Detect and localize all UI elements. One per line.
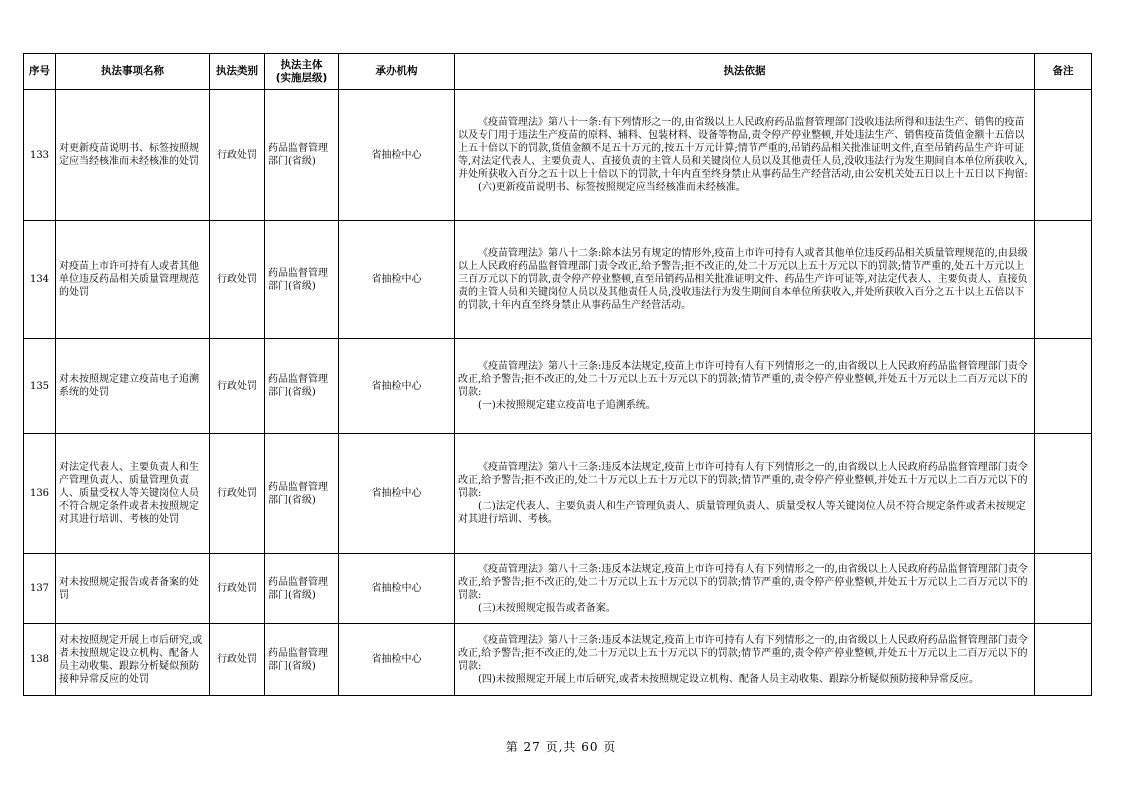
basis-text: 《疫苗管理法》第八十三条:违反本法规定,疫苗上市许可持有人有下列情形之一的,由省级以上人民政府药品监督管理部门责令改正,给予警告;拒不改正的,处二十万元以上五十万元以下的罚款;情节严重的,责令停产停业整顿,并处五十万元以上二百万元以下的罚款:	[458, 634, 1028, 672]
header-basis: 执法依据	[455, 54, 1035, 90]
row-remark	[1035, 339, 1092, 434]
row-agency: 省抽检中心	[339, 221, 455, 339]
basis-item: (一)未按照规定建立疫苗电子追溯系统。	[478, 400, 656, 411]
table-row	[24, 90, 1092, 221]
basis-text: 《疫苗管理法》第八十三条:违反本法规定,疫苗上市许可持有人有下列情形之一的,由省级以上人民政府药品监督管理部门责令改正,给予警告;拒不改正的,处二十万元以上五十万元以下的罚款;情节严重的,责令停产停业整顿,并处五十万元以上二百万元以下的罚款:	[458, 563, 1028, 601]
row-type: 行政处罚	[210, 90, 265, 221]
row-no: 138	[24, 624, 56, 696]
row-basis	[455, 90, 1035, 221]
row-type: 行政处罚	[210, 221, 265, 339]
header-agency: 承办机构	[339, 54, 455, 90]
row-agency: 省抽检中心	[339, 554, 455, 624]
basis-text: 《疫苗管理法》第八十三条:违反本法规定,疫苗上市许可持有人有下列情形之一的,由省级以上人民政府药品监督管理部门责令改正,给予警告;拒不改正的,处二十万元以上五十万元以下的罚款;情节严重的,责令停产停业整顿,并处五十万元以上二百万元以下的罚款:	[458, 361, 1028, 398]
row-type: 行政处罚	[210, 339, 265, 434]
row-basis	[455, 434, 1035, 554]
header-subject	[265, 54, 339, 90]
page-footer: 第 27 页,共 60 页	[505, 740, 617, 754]
row-subject: 药品监督管理部门(省级)	[265, 221, 339, 339]
header-subject-line2: (实施层级)	[275, 71, 328, 84]
basis-text: 《疫苗管理法》第八十三条:违反本法规定,疫苗上市许可持有人有下列情形之一的,由省级以上人民政府药品监督管理部门责令改正,给予警告;拒不改正的,处二十万元以上五十万元以下的罚款;情节严重的,责令停产停业整顿,并处五十万元以上二百万元以下的罚款:	[458, 462, 1028, 499]
basis-text: 《疫苗管理法》第八十二条:除本法另有规定的情形外,疫苗上市许可持有人或者其他单位违反药品相关质量管理规范的,由县级以上人民政府药品监督管理部门责令改正,给予警告;拒不改正的,处二十万元以上五十万元以下的罚款;情节严重的,处五十万元以上三百万元以下的罚款,责令停产停业整顿,直至吊销药品相关批准证明文件、药品生产许可证等,对法定代表人、主要负责人、直接负责的主管人员和关键岗位人员以及其他责任人员,没收违法行为发生期间自本单位所获收入,并处所获收入百分之五十以上五倍以下的罚款,十年内直至终身禁止从事药品生产经营活动。	[458, 248, 1028, 311]
row-subject: 药品监督管理部门(省级)	[265, 434, 339, 554]
header-type: 执法类别	[210, 54, 265, 90]
row-basis	[455, 554, 1035, 624]
row-agency: 省抽检中心	[339, 434, 455, 554]
row-name: 对未按照规定报告或者备案的处罚	[56, 554, 210, 624]
row-agency: 省抽检中心	[339, 624, 455, 696]
row-type: 行政处罚	[210, 624, 265, 696]
row-basis	[455, 339, 1035, 434]
table-row	[24, 554, 1092, 624]
row-remark	[1035, 624, 1092, 696]
table-row	[24, 434, 1092, 554]
table-row	[24, 339, 1092, 434]
row-remark	[1035, 554, 1092, 624]
row-no: 134	[24, 221, 56, 339]
basis-text: 《疫苗管理法》第八十一条:有下列情形之一的,由省级以上人民政府药品监督管理部门没收违法所得和违法生产、销售的疫苗以及专门用于违法生产疫苗的原料、辅料、包装材料、设备等物品,责令停产停业整顿,并处违法生产、销售疫苗货值金额十五倍以上五十倍以下的罚款,货值金额不足五十万元的,按五十万元计算;情节严重的,吊销药品相关批准证明文件,直至吊销药品生产许可证等,对法定代表人、主要负责人、直接负责的主管人员和关键岗位人员以及其他责任人员,没收违法行为发生期间自本单位所获收入,并处所获收入百分之五十以上十倍以下的罚款,十年内直至终身禁止从事药品生产经营活动,由公安机关处五日以上十五日以下拘留:	[458, 117, 1028, 180]
table-header-row	[24, 54, 1092, 90]
row-remark	[1035, 221, 1092, 339]
row-name: 对疫苗上市许可持有人或者其他单位违反药品相关质量管理规范的处罚	[56, 221, 210, 339]
row-subject: 药品监督管理部门(省级)	[265, 90, 339, 221]
row-remark	[1035, 90, 1092, 221]
basis-item: (六)更新疫苗说明书、标签按照规定应当经核准而未经核准。	[478, 182, 746, 193]
row-subject: 药品监督管理部门(省级)	[265, 339, 339, 434]
row-remark	[1035, 434, 1092, 554]
basis-item: (三)未按照规定报告或者备案。	[478, 602, 616, 614]
row-subject: 药品监督管理部门(省级)	[265, 554, 339, 624]
row-name: 对未按照规定开展上市后研究,或者未按照规定设立机构、配备人员主动收集、跟踪分析疑似预防接种异常反应的处罚	[56, 624, 210, 696]
row-agency: 省抽检中心	[339, 339, 455, 434]
header-name: 执法事项名称	[56, 54, 210, 90]
table-row	[24, 221, 1092, 339]
header-remark: 备注	[1035, 54, 1092, 90]
row-basis	[455, 221, 1035, 339]
header-subject-line1: 执法主体	[280, 58, 323, 71]
header-no: 序号	[24, 54, 56, 90]
table-row	[24, 624, 1092, 696]
enforcement-table	[23, 53, 1092, 696]
row-name: 对法定代表人、主要负责人和生产管理负责人、质量管理负责人、质量受权人等关键岗位人员不符合规定条件或者未按照规定对其进行培训、考核的处罚	[56, 434, 210, 554]
row-type: 行政处罚	[210, 554, 265, 624]
row-basis	[455, 624, 1035, 696]
row-no: 133	[24, 90, 56, 221]
row-name: 对未按照规定建立疫苗电子追溯系统的处罚	[56, 339, 210, 434]
row-no: 137	[24, 554, 56, 624]
row-no: 135	[24, 339, 56, 434]
row-name: 对更新疫苗说明书、标签按照规定应当经核准而未经核准的处罚	[56, 90, 210, 221]
row-agency: 省抽检中心	[339, 90, 455, 221]
basis-item: (二)法定代表人、主要负责人和生产管理负责人、质量管理负责人、质量受权人等关键岗位人员不符合规定条件或者未按规定对其进行培训、考核。	[458, 501, 1026, 525]
basis-item: (四)未按照规定开展上市后研究,或者未按照规定设立机构、配备人员主动收集、跟踪分析疑似预防接种异常反应。	[478, 673, 979, 685]
row-subject: 药品监督管理部门(省级)	[265, 624, 339, 696]
row-no: 136	[24, 434, 56, 554]
row-type: 行政处罚	[210, 434, 265, 554]
